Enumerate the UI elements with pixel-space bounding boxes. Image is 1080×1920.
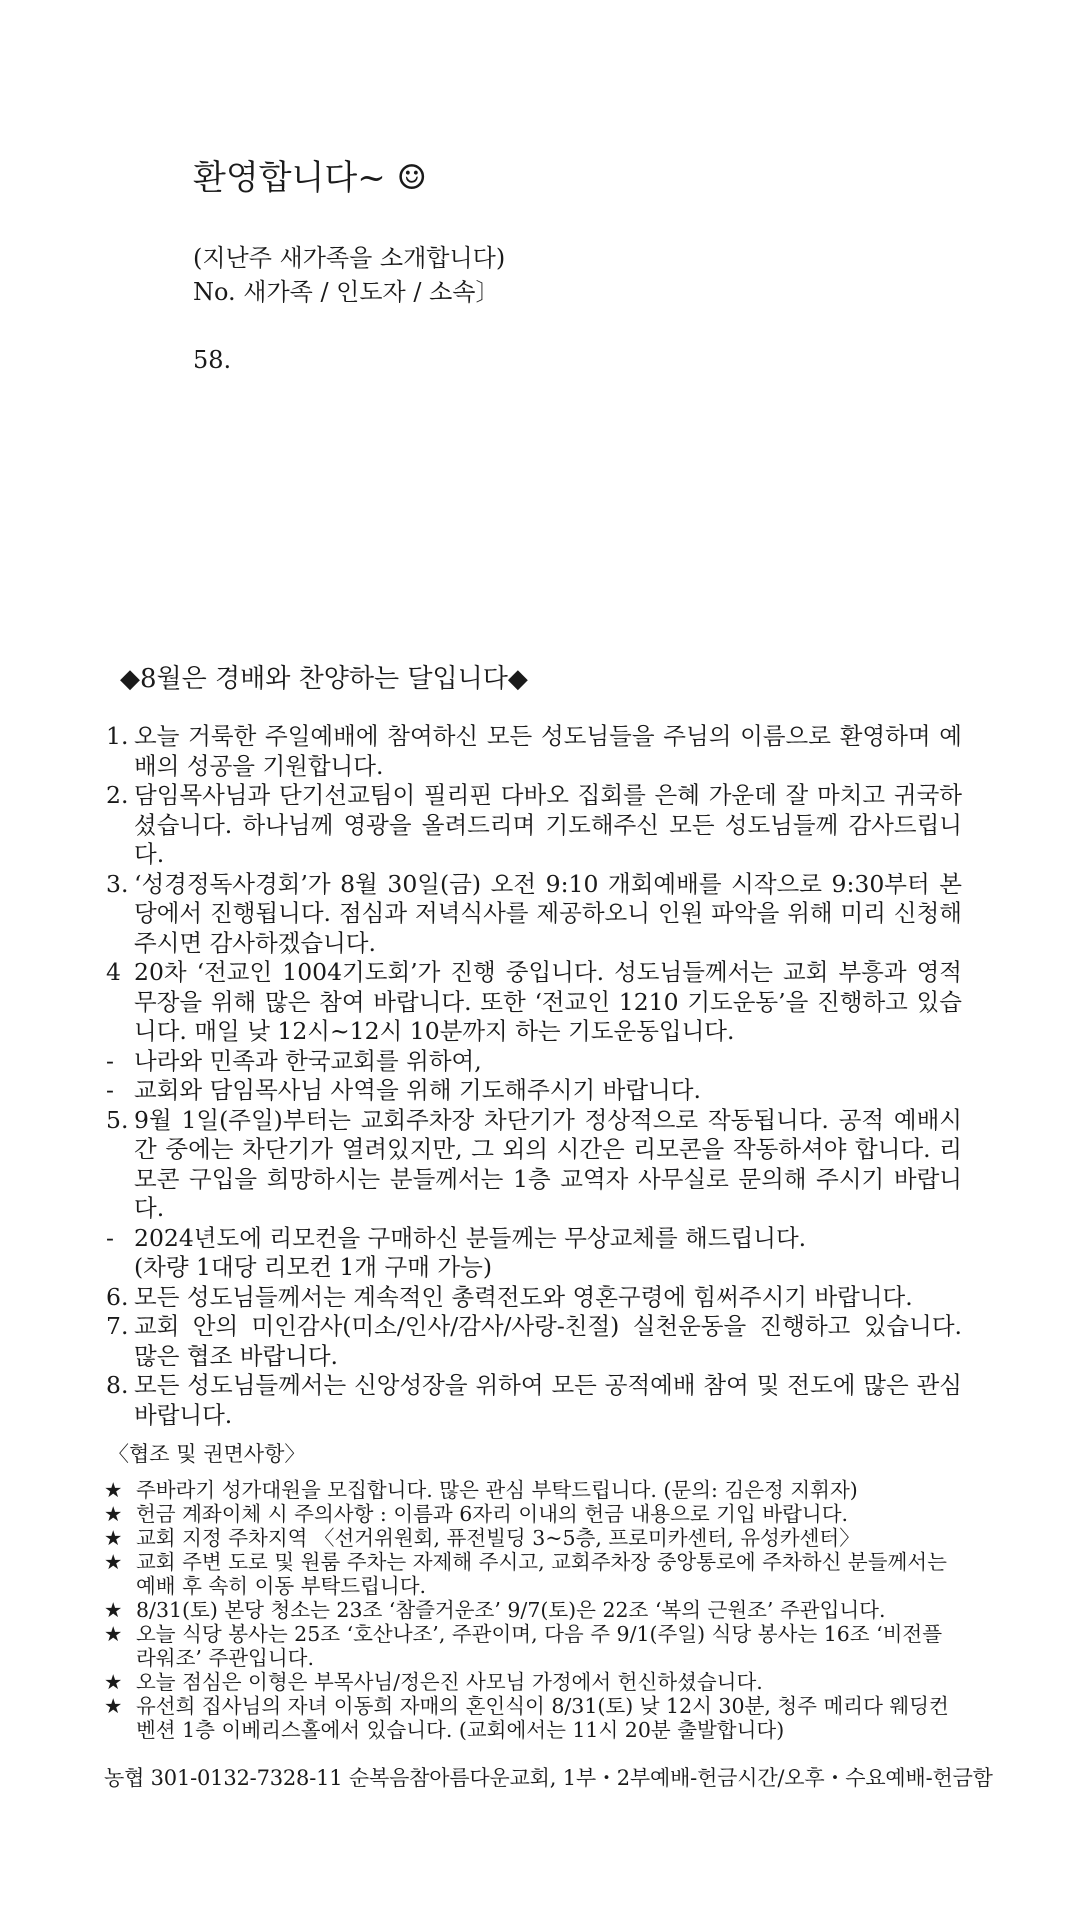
notice-bullet: - <box>106 1046 114 1075</box>
notice-text: 모든 성도님들께서는 신앙성장을 위하여 모든 공적예배 참여 및 전도에 많은 관심 바랍니다. <box>134 1371 962 1429</box>
star-icon: ★ <box>104 1526 123 1550</box>
notice-number: 3. <box>106 869 129 898</box>
notice-text: 오늘 거룩한 주일예배에 참여하신 모든 성도님들을 주님의 이름으로 환영하며 예배의 성공을 기원합니다. <box>134 722 962 780</box>
notice-number: 1. <box>106 722 129 750</box>
notice-item <box>106 1283 962 1313</box>
star-icon: ★ <box>104 1502 123 1526</box>
star-icon: ★ <box>104 1622 123 1646</box>
notice-heading: ◆8월은 경배와 찬양하는 달입니다◆ <box>120 664 528 694</box>
cooperation-text: 8/31(토) 본당 청소는 23조 ‘참즐거운조’ 9/7(토)은 22조 ‘복의 근원조’ 주관입니다. <box>136 1598 886 1622</box>
cooperation-list <box>104 1478 956 1742</box>
notice-text: 교회와 담임목사님 사역을 위해 기도해주시기 바랍니다. <box>134 1076 701 1104</box>
notice-item <box>106 1106 962 1224</box>
notice-text: 담임목사님과 단기선교팀이 필리핀 다바오 집회를 은혜 가운데 잘 마치고 귀국하셨습니다. 하나님께 영광을 올려드리며 기도해주신 모든 성도님들께 감사드립니다. <box>134 781 962 868</box>
notice-number: 5. <box>106 1105 129 1134</box>
notice-list <box>106 722 962 1430</box>
notice-item <box>106 1253 962 1283</box>
cooperation-text: 주바라기 성가대원을 모집합니다. 많은 관심 부탁드립니다. (문의: 김은정 지휘자) <box>136 1478 858 1502</box>
notice-item <box>106 781 962 870</box>
cooperation-item <box>104 1670 956 1694</box>
cooperation-text: 교회 지정 주차지역 〈선거위원회, 퓨전빌딩 3~5층, 프로미카센터, 유성카센터〉 <box>136 1526 860 1550</box>
notice-bullet: - <box>106 1223 114 1252</box>
cooperation-heading: 〈협조 및 권면사항〉 <box>108 1442 306 1466</box>
cooperation-item <box>104 1478 956 1502</box>
cooperation-item <box>104 1598 956 1622</box>
notice-number: 7. <box>106 1312 129 1340</box>
notice-item <box>106 1371 962 1430</box>
notice-text: 모든 성도님들께서는 계속적인 총력전도와 영혼구령에 힘써주시기 바랍니다. <box>134 1282 913 1311</box>
newcomer-intro: (지난주 새가족을 소개합니다) <box>193 244 506 272</box>
notice-text: 9월 1일(주일)부터는 교회주차장 차단기가 정상적으로 작동됩니다. 공적 예배시간 중에는 차단기가 열려있지만, 그 외의 시간은 리모콘을 작동하셔야 합니다. 리모콘 구입을 희망하시는 분들께서는 1층 교역자 사무실로 문의해 주시기 바랍니다. <box>134 1105 962 1222</box>
star-icon: ★ <box>104 1598 123 1622</box>
notice-text: 2024년도에 리모컨을 구매하신 분들께는 무상교체를 해드립니다. <box>134 1223 807 1252</box>
cooperation-item <box>104 1550 956 1598</box>
notice-bullet: - <box>106 1076 114 1104</box>
cooperation-item <box>104 1526 956 1550</box>
notice-item <box>106 722 962 781</box>
notice-number: 4 <box>106 958 121 986</box>
star-icon: ★ <box>104 1694 123 1718</box>
notice-item <box>106 1076 962 1106</box>
notice-item <box>106 1312 962 1371</box>
newcomer-number: 58. <box>193 346 232 374</box>
cooperation-item <box>104 1694 956 1742</box>
notice-number: 2. <box>106 781 129 809</box>
star-icon: ★ <box>104 1550 123 1574</box>
bank-account-footer: 농협 301-0132-7328-11 순복음참아름다운교회, 1부・2부예배-헌금시간/오후・수요예배-헌금함 <box>104 1766 993 1790</box>
notice-item <box>106 958 962 1047</box>
notice-number: 6. <box>106 1282 129 1311</box>
star-icon: ★ <box>104 1670 123 1694</box>
notice-text: ‘성경정독사경회’가 8월 30일(금) 오전 9:10 개회예배를 시작으로 9:30부터 본당에서 진행됩니다. 점심과 저녁식사를 제공하오니 인원 파악을 위해 미리 신청해주시면 감사하겠습니다. <box>134 869 962 957</box>
cooperation-text: 유선희 집사님의 자녀 이동희 자매의 혼인식이 8/31(토) 낮 12시 30분, 청주 메리다 웨딩컨벤션 1층 이베리스홀에서 있습니다. (교회에서는 11시 20분 출발합니다) <box>136 1694 949 1742</box>
notice-text: 나라와 민족과 한국교회를 위하여, <box>134 1046 482 1075</box>
newcomer-format: No. 새가족 / 인도자 / 소속〕 <box>193 278 500 306</box>
cooperation-text: 오늘 식당 봉사는 25조 ‘호산나조’, 주관이며, 다음 주 9/1(주일) 식당 봉사는 16조 ‘비전플라워조’ 주관입니다. <box>136 1622 943 1670</box>
cooperation-text: 교회 주변 도로 및 원룸 주차는 자제해 주시고, 교회주차장 중앙통로에 주차하신 분들께서는 예배 후 속히 이동 부탁드립니다. <box>136 1550 947 1598</box>
cooperation-text: 오늘 점심은 이형은 부목사님/정은진 사모님 가정에서 헌신하셨습니다. <box>136 1670 763 1694</box>
notice-text: 교회 안의 미인감사(미소/인사/감사/사랑-친절) 실천운동을 진행하고 있습니다. 많은 협조 바랍니다. <box>134 1312 962 1370</box>
notice-item <box>106 870 962 959</box>
notice-text: (차량 1대당 리모컨 1개 구매 가능) <box>134 1253 493 1281</box>
welcome-title: 환영합니다~ ☺ <box>193 158 427 198</box>
cooperation-item <box>104 1502 956 1526</box>
notice-item <box>106 1224 962 1254</box>
cooperation-text: 헌금 계좌이체 시 주의사항 : 이름과 6자리 이내의 헌금 내용으로 기입 바랍니다. <box>136 1502 849 1526</box>
notice-number: 8. <box>106 1371 129 1399</box>
cooperation-item <box>104 1622 956 1670</box>
star-icon: ★ <box>104 1478 123 1502</box>
notice-number <box>106 1253 134 1283</box>
notice-text: 20차 ‘전교인 1004기도회’가 진행 중입니다. 성도님들께서는 교회 부흥과 영적무장을 위해 많은 참여 바랍니다. 또한 ‘전교인 1210 기도운동’을 진행하고 있습니다. 매일 낮 12시~12시 10분까지 하는 기도운동입니다. <box>134 958 962 1045</box>
notice-item <box>106 1047 962 1077</box>
